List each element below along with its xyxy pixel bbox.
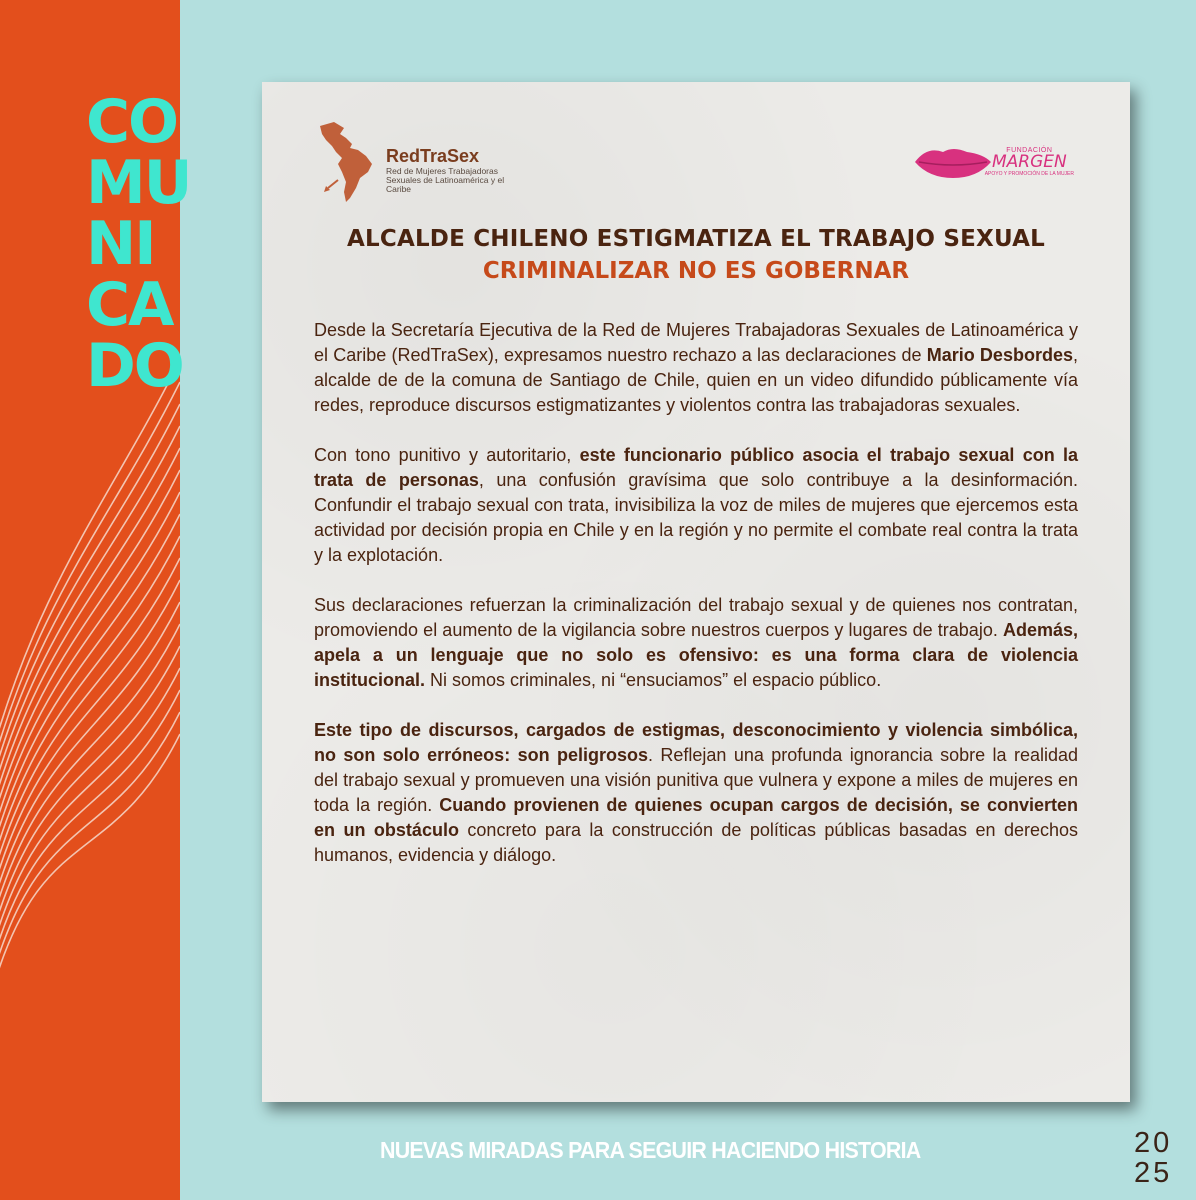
decorative-curve-line <box>0 514 180 858</box>
latin-america-map-icon <box>314 120 384 204</box>
redtrasex-logo <box>314 120 516 204</box>
statement-paragraph <box>314 593 1078 693</box>
text-run: , una confusión gravísima que solo contribuye a la desinformación. Confundir el trabajo sexual con trata, invisibiliza la voz de miles de mujeres que ejercemos esta actividad por decisión propia en Chile y en la región y no permite el combate real contra la trata y la explotación. <box>314 470 1078 565</box>
margen-fundacion-label: FUNDACIÓN <box>1006 147 1053 154</box>
vertical-title-line: DO <box>86 331 183 401</box>
footer-slogan: NUEVAS MIRADAS PARA SEGUIR HACIENDO HISTORIA <box>380 1137 921 1163</box>
year-label <box>1134 1128 1172 1188</box>
decorative-curve-line <box>0 624 180 928</box>
vertical-title-line: NI <box>86 209 155 279</box>
fundacion-margen-logo <box>913 142 1074 182</box>
statement-paragraph <box>314 318 1078 418</box>
vertical-title-line: CA <box>86 270 173 340</box>
statement-title: ALCALDE CHILENO ESTIGMATIZA EL TRABAJO SEXUAL <box>347 226 1045 252</box>
text-run: Desde la Secretaría Ejecutiva de la Red de Mujeres Trabajadoras Sexuales de Latinoamérica y el Caribe (RedTraSex), expresamos nuestro rechazo a las declaraciones de <box>314 320 1078 365</box>
bold-text-run: este funcionario público asocia el trabajo sexual con la trata de personas <box>314 445 1078 490</box>
statement-paragraph <box>314 718 1078 868</box>
statement-paper <box>262 82 1130 1102</box>
redtrasex-subtitle: Red de Mujeres Trabajadoras Sexuales de Latinoamérica y el Caribe <box>386 166 505 194</box>
vertical-title-line: CO <box>86 87 178 157</box>
comunicado-vertical-title <box>86 87 191 401</box>
decorative-curve-line <box>0 558 180 886</box>
text-run: Sus declaraciones refuerzan la criminalización del trabajo sexual y de quienes nos contratan, promoviendo el aumento de la vigilancia sobre nuestros cuerpos y lugares de trabajo. <box>314 595 1078 640</box>
statement-body <box>314 318 1078 893</box>
statement-paragraph <box>314 443 1078 568</box>
text-run: concreto para la construcción de políticas públicas basadas en derechos humanos, evidencia y diálogo. <box>314 820 1078 865</box>
bold-text-run: Cuando provienen de quienes ocupan cargos de decisión, se convierten en un obstáculo <box>314 795 1078 840</box>
year-top: 20 <box>1134 1127 1173 1159</box>
year-bottom: 25 <box>1134 1157 1173 1189</box>
decorative-curve-line <box>0 448 180 816</box>
decorative-curve-line <box>0 734 180 998</box>
bold-text-run: Además, apela a un lenguaje que no solo es ofensivo: es una forma clara de violencia institucional. <box>314 620 1078 690</box>
text-run: Con tono punitivo y autoritario, <box>314 445 580 465</box>
text-run: . Reflejan una profunda ignorancia sobre la realidad del trabajo sexual y promueven una visión punitiva que vulnera y expone a miles de mujeres en toda la región. <box>314 745 1079 815</box>
bold-text-run: Mario Desbordes <box>926 345 1073 365</box>
decorative-curve-line <box>0 426 180 802</box>
text-run: , alcalde de de la comuna de Santiago de Chile, quien en un video difundido públicamente vía redes, reproduce discursos estigmatizantes y violentos contra las trabajadoras sexuales. <box>314 345 1078 415</box>
redtrasex-name: RedTraSex <box>386 146 480 166</box>
text-run: Ni somos criminales, ni “ensuciamos” el espacio público. <box>425 670 882 690</box>
margen-brand: MARGEN <box>991 152 1067 172</box>
lips-icon <box>913 142 993 182</box>
statement-subtitle: CRIMINALIZAR NO ES GOBERNAR <box>482 258 910 284</box>
bold-text-run: Este tipo de discursos, cargados de estigmas, desconocimiento y violencia simbólica, no son solo erróneos: son peligrosos <box>314 720 1078 765</box>
vertical-title-line: MU <box>86 148 191 218</box>
margen-tagline: APOYO Y PROMOCIÓN DE LA MUJER <box>984 171 1074 177</box>
